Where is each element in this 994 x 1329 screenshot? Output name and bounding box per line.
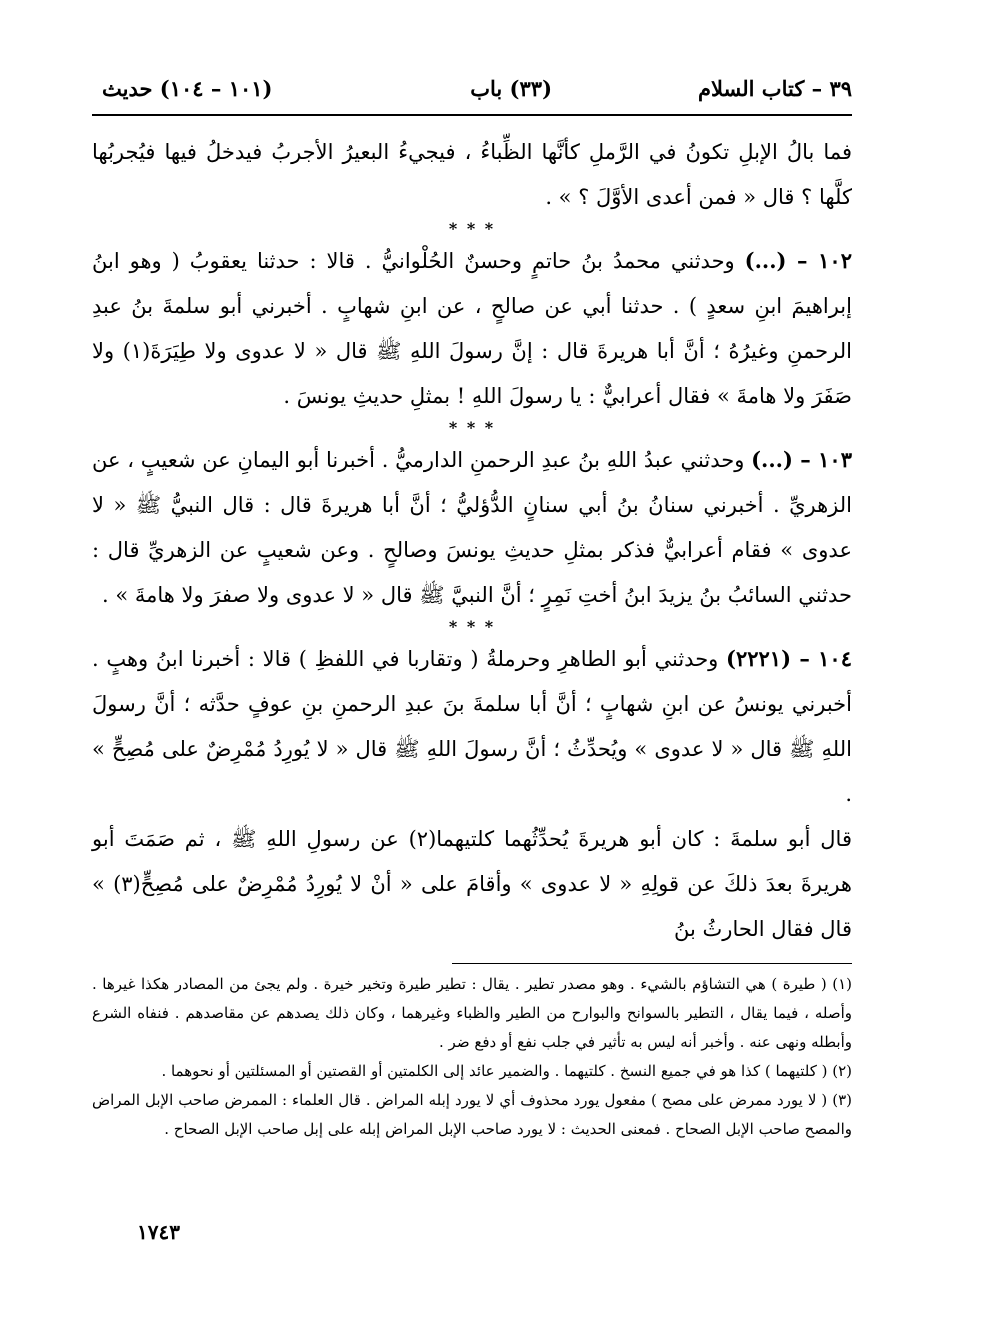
header-section: (٣٣) باب: [470, 76, 552, 101]
separator-stars: * * *: [448, 617, 496, 636]
footnote-3: (٣) ( لا يورد ممرض على مصح ) مفعول يورد محذوف أي لا يورد إبله المراض . قال العلماء : الممرض صاحب الإبل المراض والمصح صاحب الإبل الصحاح . فمعنى الحديث : لا يورد صاحب الإبل المراض إبله على إبل صاحب الإبل الصحاح .: [92, 1091, 852, 1138]
page: [92, 70, 852, 1270]
footnote-2: (٢) ( كلتيهما ) كذا هو في جميع النسخ . كلتيهما . والضمير عائد إلى الكلمتين أو القصتين أو المسئلتين أو نحوهما .: [161, 1062, 852, 1080]
hadith-103: [92, 437, 852, 618]
hadith-number: ١٠٣ – (...): [751, 447, 852, 472]
hadith-text: وحدثني أبو الطاهرِ وحرملةُ ( وتقاربا في اللفظِ ) قالا : أخبرنا ابنُ وهبٍ . أخبرني يونسُ عن ابنِ شهابٍ ؛ أنَّ أبا سلمةَ بنَ عبدِ الرحمنِ بنِ عوفٍ حدَّثه ؛ أنَّ رسولَ اللهِ ﷺ قال « لا عدوى » ويُحدِّثُ ؛ أنَّ رسولَ اللهِ ﷺ قال « لا يُورِدُ مُمْرِضٌ على مُصِحٍّ » .: [92, 647, 852, 806]
header-chapter: ٣٩ – كتاب السلام: [698, 76, 852, 101]
hadith-104: [92, 636, 852, 817]
header-hadith-range: (١٠١ – ١٠٤) حديث: [102, 76, 273, 101]
hadith-text: وحدثني محمدُ بنُ حاتمٍ وحسنٌ الحُلْوانيُّ . قالا : حدثنا يعقوبُ ( وهو ابنُ إبراهيمَ ابنِ سعدٍ ) . حدثنا أبي عن صالحٍ ، عن ابنِ شهابٍ . أخبرني أبو سلمةَ بنُ عبدِ الرحمنِ وغيرُهُ ؛ أنَّ أبا هريرةَ قال : إنَّ رسولَ اللهِ ﷺ قال « لا عدوى ولا طِيَرَةَ(١) ولا صَفَرَ ولا هامةَ » فقال أعرابيٌّ : يا رسولَ اللهِ ! بمثلِ حديثِ يونسَ .: [92, 249, 852, 408]
hadith-number: ١٠٤ – (٢٢٢١): [726, 646, 852, 671]
running-header: [92, 76, 852, 112]
separator-stars: * * *: [448, 418, 496, 437]
paragraph-abu-salama: قال أبو سلمةَ : كان أبو هريرةَ يُحدِّثُهما كلتيهما(٢) عن رسولِ اللهِ ﷺ ، ثم صَمَتَ أبو هريرةَ بعدَ ذلكَ عن قولِهِ « لا عدوى » وأقامَ على « أنْ لا يُورِدُ مُمْرِضٌ على مُصِحٍّ(٣) » قال فقال الحارثُ بنُ: [92, 827, 852, 941]
header-rule: [92, 114, 852, 116]
page-number: ١٧٤٣: [137, 1220, 180, 1244]
footnote-1: (١) ( طيرة ) هي التشاؤم بالشيء . وهو مصدر تطير . يقال : تطير طيرة وتخير خيرة . ولم يجئ من المصادر هكذا غيرها . وأصله ، فيما يقال ، التطير بالسوانح والبوارح من الطير والظباء وغيرهما ، وكان ذلك يصدهم عن مقاصدهم . فنفاه الشرع وأبطله ونهى عنه . وأخبر أنه ليس به تأثير في جلب نفع أو دفع ضر .: [92, 975, 852, 1051]
hadith-text: وحدثني عبدُ اللهِ بنُ عبدِ الرحمنِ الدارميُّ . أخبرنا أبو اليمانِ عن شعيبٍ ، عن الزهريِّ . أخبرني سنانُ بنُ أبي سنانٍ الدُّؤليُّ ؛ أنَّ أبا هريرةَ قال : قال النبيُّ ﷺ « لا عدوى » فقام أعرابيٌّ فذكر بمثلِ حديثِ يونسَ وصالحٍ . وعن شعيبٍ عن الزهريِّ قال : حدثني السائبُ بنُ يزيدَ ابنُ أختِ نَمِرٍ ؛ أنَّ النبيَّ ﷺ قال « لا عدوى ولا صفرَ ولا هامةَ » .: [92, 448, 852, 607]
paragraph-continuation: فما بالُ الإبلِ تكونُ في الرَّملِ كأنَّها الظِّباءُ ، فيجيءُ البعيرُ الأجربُ فيدخلُ فيها فيُجربُها كلَّها ؟ قال « فمن أعدى الأوَّلَ ؟ » .: [92, 140, 852, 209]
footnote-rule: [452, 963, 852, 964]
footnotes: [92, 970, 852, 1144]
hadith-number: ١٠٢ – (...): [744, 248, 852, 273]
hadith-102: [92, 238, 852, 419]
separator-stars: * * *: [448, 219, 496, 238]
main-text: [92, 130, 852, 952]
